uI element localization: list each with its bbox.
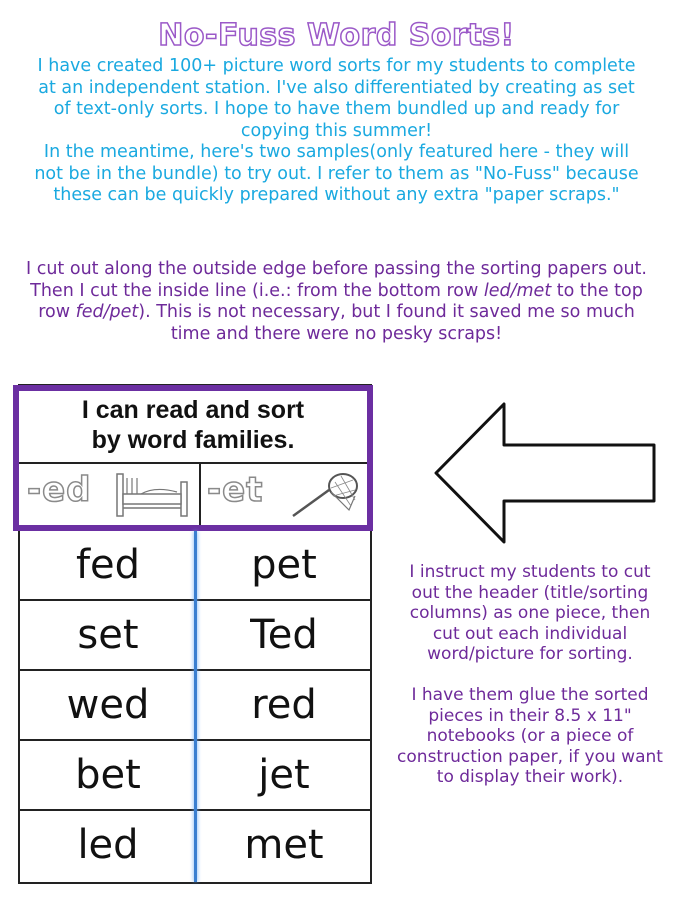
column-header-et bbox=[201, 464, 367, 525]
family-label-et: -et bbox=[207, 470, 264, 510]
instructions-paragraph-1: I instruct my students to cut out the header (title/sorting columns) as one piece, then cut out each individual word/picture for sorting. bbox=[409, 562, 651, 665]
cut-emphasis-1: led/met bbox=[483, 280, 552, 301]
family-label-ed: -ed bbox=[27, 470, 92, 510]
sort-header-title: I can read and sort by word families. bbox=[81, 396, 305, 454]
instructions-paragraph-2: I have them glue the sorted pieces in their 8.5 x 11" notebooks (or a piece of construction paper, if you want to display their work). bbox=[397, 684, 663, 788]
net-icon bbox=[289, 470, 361, 520]
word-card: jet bbox=[258, 752, 310, 798]
column-divider bbox=[194, 531, 197, 882]
left-arrow-icon bbox=[432, 400, 660, 546]
cut-instructions bbox=[26, 259, 647, 345]
cut-emphasis-2: fed/pet bbox=[75, 302, 139, 322]
word-card: led bbox=[77, 822, 139, 868]
word-card: met bbox=[244, 822, 324, 868]
bed-icon bbox=[115, 472, 191, 518]
word-card: Ted bbox=[250, 612, 318, 658]
word-card: set bbox=[77, 612, 139, 658]
sort-header bbox=[13, 385, 373, 531]
intro-text bbox=[30, 56, 643, 207]
word-card: bet bbox=[75, 752, 141, 798]
student-instructions bbox=[396, 562, 664, 788]
cut-text-1: I cut out along the outside edge before passing the sorting papers out. Then I cut the inside line (i.e.: from the bottom row bbox=[26, 259, 647, 301]
cut-text-2: to the top row bbox=[38, 280, 643, 322]
page-title: No-Fuss Word Sorts! bbox=[158, 18, 515, 53]
word-card: wed bbox=[66, 682, 150, 728]
intro-paragraph-2: In the meantime, here's two samples(only featured here - they will not be in the bundle) to try out. I refer to them as "No-Fuss" because these can be quickly prepared without any extra "paper scraps." bbox=[34, 142, 639, 205]
word-card: pet bbox=[251, 542, 317, 588]
word-card: red bbox=[251, 682, 317, 728]
intro-paragraph-1: I have created 100+ picture word sorts for my students to complete at an independent station. I've also differentiated by creating as set of text-only sorts. I hope to have them bundled up and ready for copying this summer! bbox=[37, 56, 636, 141]
column-header-ed bbox=[19, 464, 201, 525]
cut-text-3: ). This is not necessary, but I found it saved me so much time and there were no pesky scraps! bbox=[138, 302, 635, 344]
word-card: fed bbox=[75, 542, 141, 588]
